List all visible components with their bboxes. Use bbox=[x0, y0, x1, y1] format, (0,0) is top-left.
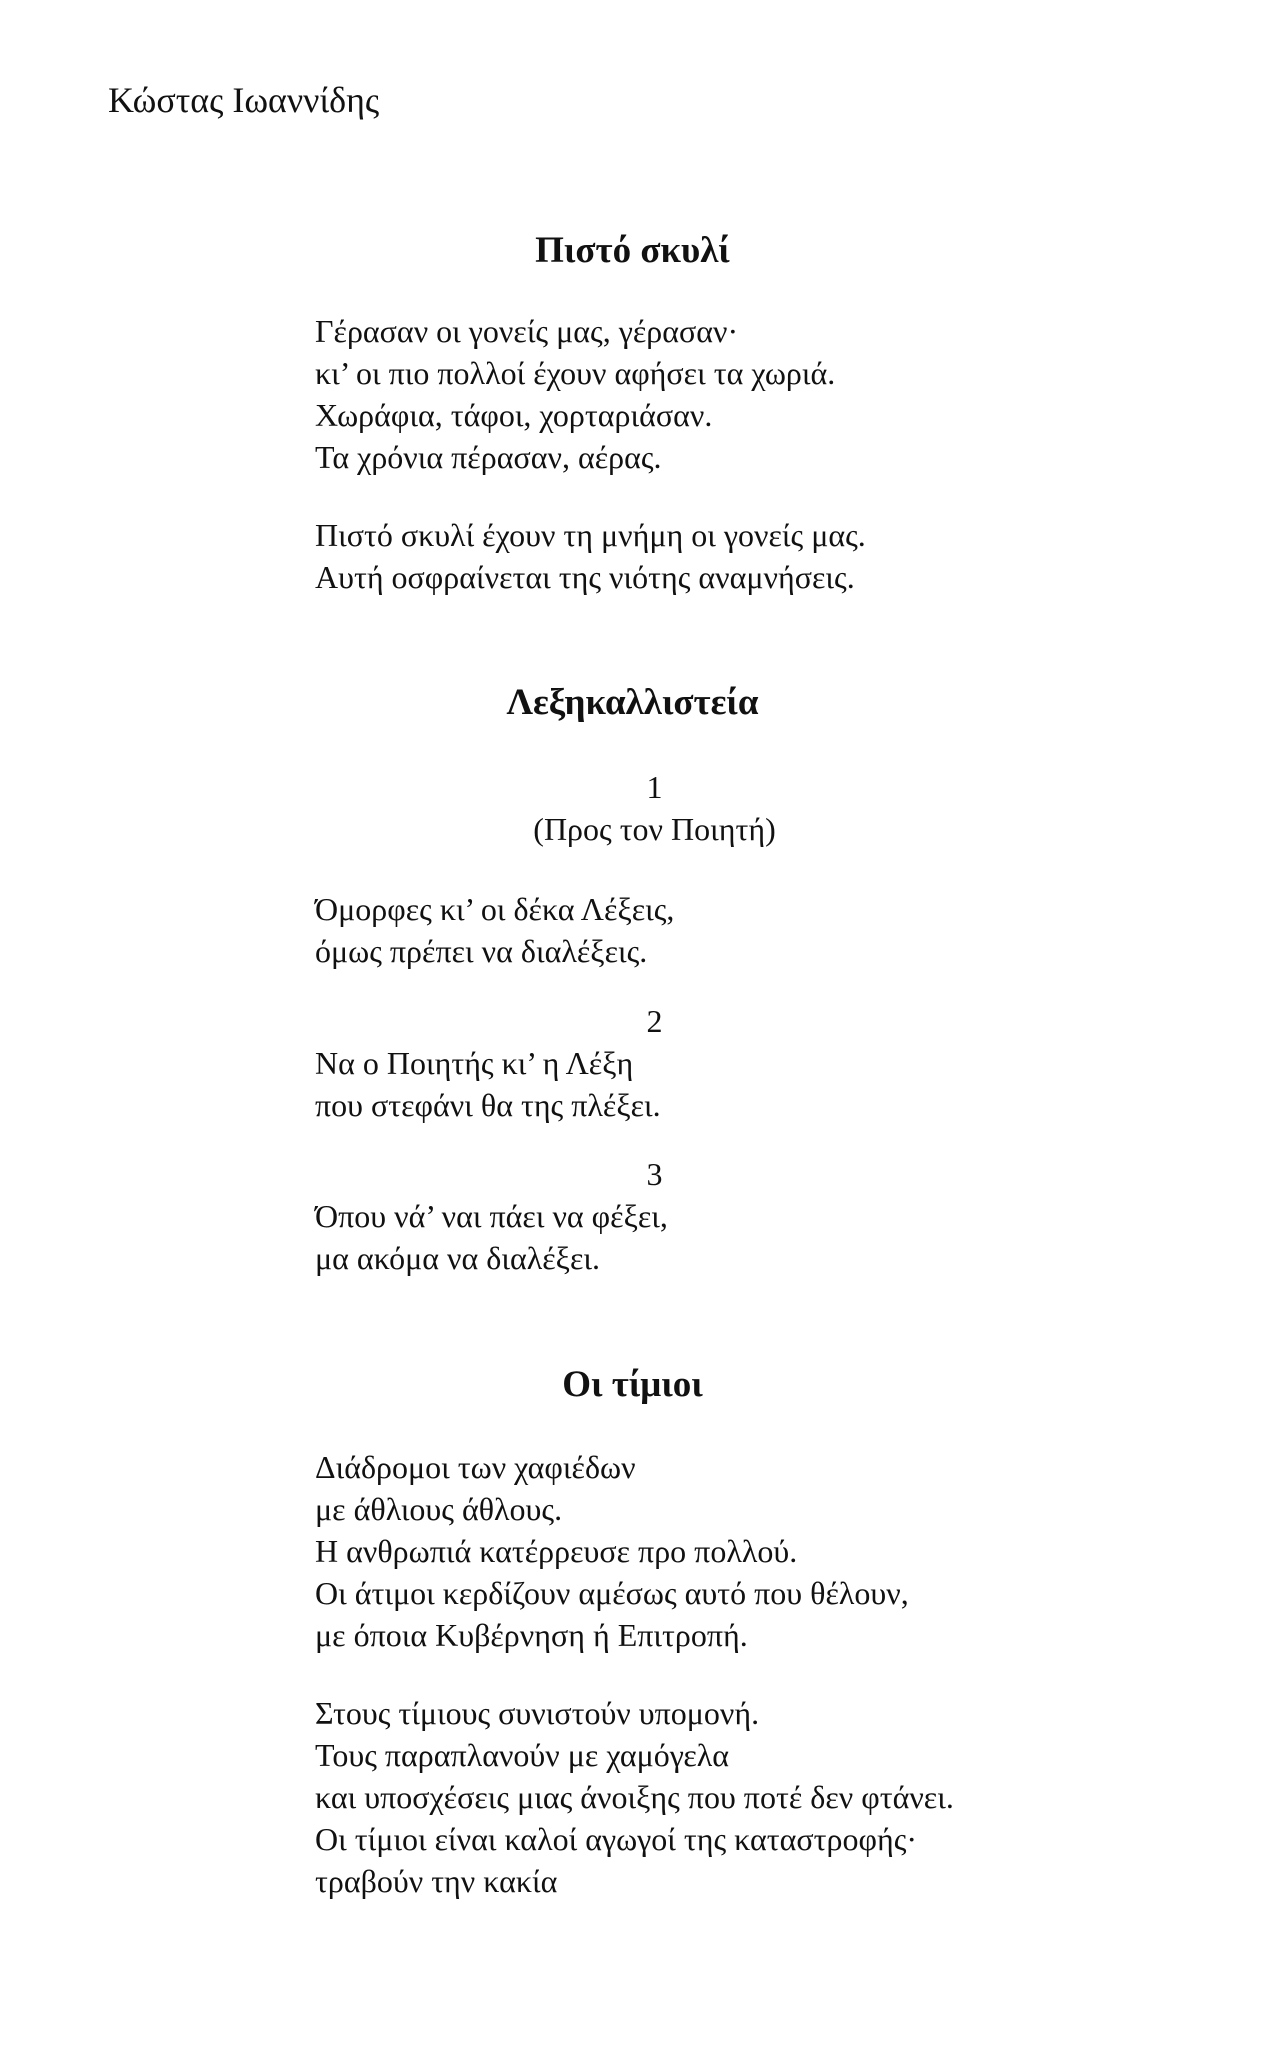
poem-line: Όμορφες κι’ οι δέκα Λέξεις, bbox=[315, 891, 675, 927]
poem-stanza bbox=[315, 310, 835, 478]
poem-line: Οι άτιμοι κερδίζουν αμέσως αυτό που θέλουν, bbox=[315, 1575, 909, 1611]
poem-title: Λεξηκαλλιστεία bbox=[506, 682, 759, 723]
section-number: 3 bbox=[646, 1156, 663, 1192]
poem-title: Οι τίμιοι bbox=[562, 1364, 703, 1405]
poem-line: Πιστό σκυλί έχουν τη μνήμη οι γονείς μας. bbox=[315, 517, 866, 553]
poem-line: Διάδρομοι των χαφιέδων bbox=[315, 1449, 636, 1485]
poem-line: Αυτή οσφραίνεται της νιότης αναμνήσεις. bbox=[315, 559, 855, 595]
poem-stanza bbox=[315, 1195, 668, 1279]
poem-stanza bbox=[315, 1042, 661, 1126]
poem-line: κι’ οι πιο πολλοί έχουν αφήσει τα χωριά. bbox=[315, 355, 836, 391]
poem-stanza bbox=[315, 1692, 954, 1902]
poem-line: και υποσχέσεις μιας άνοιξης που ποτέ δεν φτάνει. bbox=[315, 1779, 954, 1815]
poem-stanza bbox=[315, 888, 674, 972]
poem-line: με άθλιους άθλους. bbox=[315, 1491, 563, 1527]
poem-line: Γέρασαν οι γονείς μας, γέρασαν· bbox=[315, 313, 739, 349]
poem-line: Χωράφια, τάφοι, χορταριάσαν. bbox=[315, 397, 713, 433]
poem-line: Οι τίμιοι είναι καλοί αγωγοί της καταστροφής· bbox=[315, 1821, 918, 1857]
poem-line: Όπου νά’ ναι πάει να φέξει, bbox=[315, 1198, 668, 1234]
section-number: 2 bbox=[646, 1003, 663, 1039]
poem-subtitle: (Προς τον Ποιητή) bbox=[533, 811, 776, 847]
poem-line: Η ανθρωπιά κατέρρευσε προ πολλού. bbox=[315, 1533, 798, 1569]
section-number: 1 bbox=[646, 769, 663, 805]
poem-title: Πιστό σκυλί bbox=[535, 230, 730, 271]
author-name: Κώστας Ιωαννίδης bbox=[108, 80, 380, 120]
poem-line: τραβούν την κακία bbox=[315, 1863, 558, 1899]
poem-line: Τους παραπλανούν με χαμόγελα bbox=[315, 1737, 730, 1773]
poem-line: με όποια Κυβέρνηση ή Επιτροπή. bbox=[315, 1617, 748, 1653]
poem-line: όμως πρέπει να διαλέξεις. bbox=[315, 933, 648, 969]
poem-line: Στους τίμιους συνιστούν υπομονή. bbox=[315, 1695, 760, 1731]
poem-stanza bbox=[315, 514, 866, 598]
poem-line: Τα χρόνια πέρασαν, αέρας. bbox=[315, 439, 662, 475]
poem-line: Να ο Ποιητής κι’ η Λέξη bbox=[315, 1045, 634, 1081]
poem-stanza bbox=[315, 1446, 909, 1656]
poem-line: μα ακόμα να διαλέξει. bbox=[315, 1240, 600, 1276]
poem-line: που στεφάνι θα της πλέξει. bbox=[315, 1087, 661, 1123]
